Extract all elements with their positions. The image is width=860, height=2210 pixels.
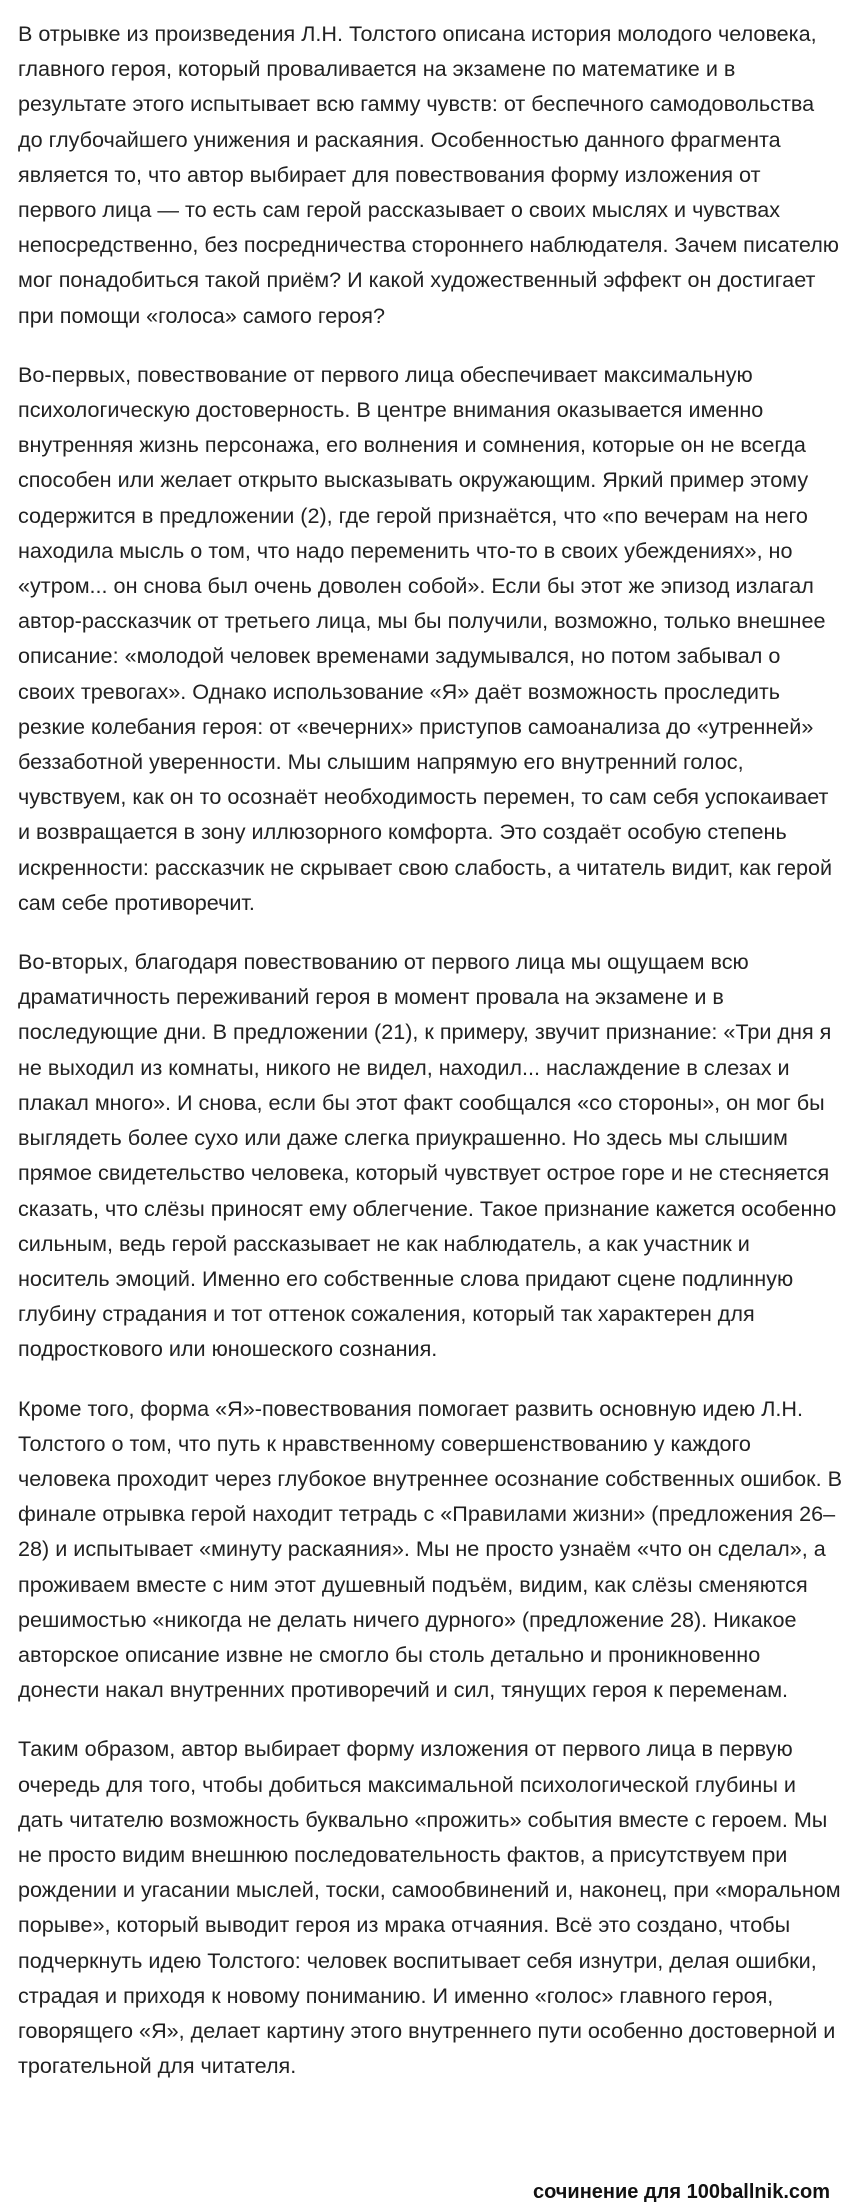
- paragraph-third-argument: Кроме того, форма «Я»-повествования помогает развить основную идею Л.Н. Толстого о том, что путь к нравственному совершенствованию у каждого человека проходит через глубокое внутреннее осознание собственных ошибок. В финале отрывка герой находит тетрадь с «Правилами жизни» (предложения 26–28) и испытывает «минуту раскаяния». Мы не просто узнаём «что он сделал», а проживаем вместе с ним этот душевный подъём, видим, как слёзы сменяются решимостью «никогда не делать ничего дурного» (предложение 28). Никакое авторское описание извне не смогло бы столь детально и проникновенно донести накал внутренних противоречий и сил, тянущих героя к переменам.: [18, 1395, 843, 1703]
- essay-body: [18, 16, 842, 2107]
- paragraph-first-argument: Во-первых, повествование от первого лица обеспечивает максимальную психологическую достоверность. В центре внимания оказывается именно внутренняя жизнь персонажа, его волнения и сомнения, которые он не всегда способен или желает открыто высказывать окружающим. Яркий пример этому содержится в предложении (2), где герой признаётся, что «по вечерам на него находила мысль о том, что надо переменить что-то в своих убеждениях», но «утром... он снова был очень доволен собой». Если бы этот же эпизод излагал автор-рассказчик от третьего лица, мы бы получили, возможно, только внешнее описание: «молодой человек временами задумывался, но потом забывал о своих тревогах». Однако использование «Я» даёт возможность проследить резкие колебания героя: от «вечерних» приступов самоанализа до «утренней» беззаботной уверенности. Мы слышим напрямую его внутренний голос, чувствуем, как он то осознаёт необходимость перемен, то сам себя успокаивает и возвращается в зону иллюзорного комфорта. Это создаёт особую степень искренности: рассказчик не скрывает свою слабость, а читатель видит, как герой сам себе противоречит.: [18, 361, 833, 915]
- paragraph-conclusion: Таким образом, автор выбирает форму изложения от первого лица в первую очередь для того, чтобы добиться максимальной психологической глубины и дать читателю возможность буквально «прожить» события вместе с героем. Мы не просто видим внешнюю последовательность фактов, а присутствуем при рождении и угасании мыслей, тоски, самообвинений и, наконец, при «моральном порыве», который выводит героя из мрака отчаяния. Всё это создано, чтобы подчеркнуть идею Толстого: человек воспитывает себя изнутри, делая ошибки, страдая и приходя к новому пониманию. И именно «голос» главного героя, говорящего «Я», делает картину этого внутреннего пути особенно достоверной и трогательной для читателя.: [18, 1736, 841, 2079]
- source-credit: сочинение для 100ballnik.com: [532, 2181, 830, 2203]
- paragraph-intro: В отрывке из произведения Л.Н. Толстого описана история молодого человека, главного героя, который проваливается на экзамене по математике и в результате этого испытывает всю гамму чувств: от беспечного самодовольства до глубочайшего унижения и раскаяния. Особенностью данного фрагмента является то, что автор выбирает для повествования форму изложения от первого лица — то есть сам герой рассказывает о своих мыслях и чувствах непосредственно, без посредничества стороннего наблюдателя. Зачем писателю мог понадобиться такой приём? И какой художественный эффект он достигает при помощи «голоса» самого героя?: [18, 21, 840, 328]
- paragraph-second-argument: Во-вторых, благодаря повествованию от первого лица мы ощущаем всю драматичность переживаний героя в момент провала на экзамене и в последующие дни. В предложении (21), к примеру, звучит признание: «Три дня я не выходил из комнаты, никого не видел, находил... наслаждение в слезах и плакал много». И снова, если бы этот факт сообщался «со стороны», он мог бы выглядеть более сухо или даже слегка приукрашенно. Но здесь мы слышим прямое свидетельство человека, который чувствует острое горе и не стесняется сказать, что слёзы приносят ему облегчение. Такое признание кажется особенно сильным, ведь герой рассказывает не как наблюдатель, а как участник и носитель эмоций. Именно его собственные слова придают сцене подлинную глубину страдания и тот оттенок сожаления, который так характерен для подросткового или юношеского сознания.: [18, 949, 837, 1362]
